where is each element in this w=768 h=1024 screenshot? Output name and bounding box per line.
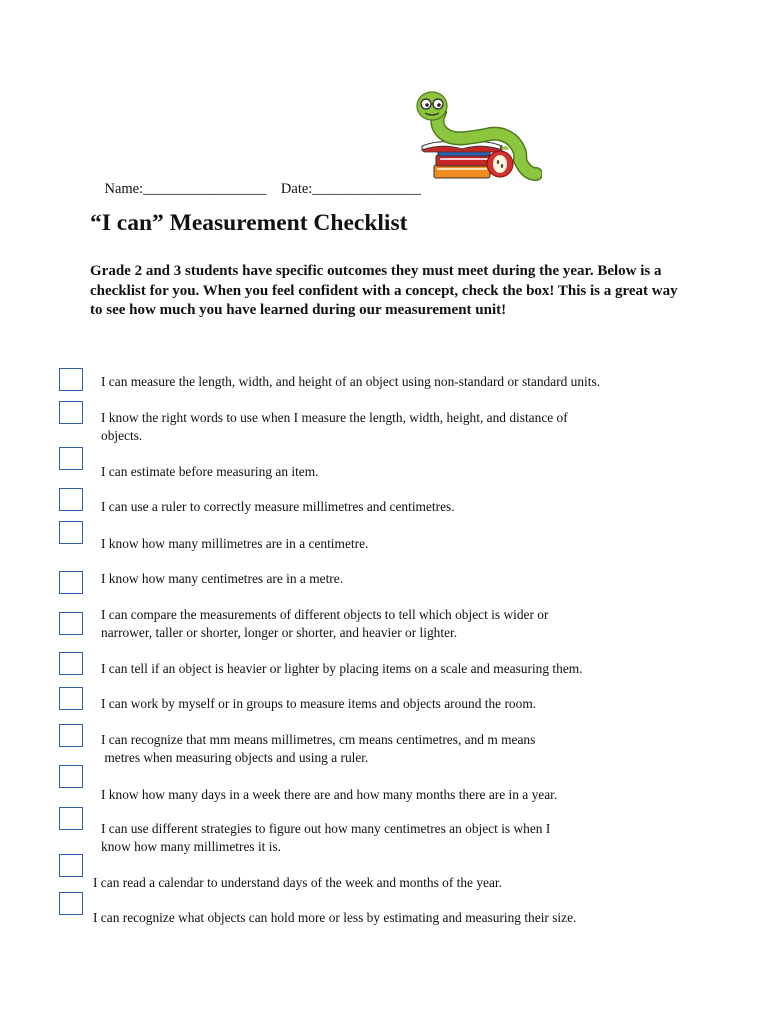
date-field[interactable]: Date:_______________ (280, 181, 422, 197)
checklist-checkbox[interactable] (59, 612, 83, 635)
checklist-checkbox[interactable] (59, 652, 83, 675)
bookworm-on-books-with-apple-icon (416, 88, 542, 184)
checklist-item-label: I know how many days in a week there are and how many months there are in a year. (101, 787, 558, 802)
checklist-checkbox[interactable] (59, 447, 83, 470)
page-title: “I can” Measurement Checklist (90, 210, 408, 236)
checklist-item-label: I can recognize that mm means millimetres, cm means centimetres, and m means metres when measuring objects and using a ruler. (101, 732, 536, 765)
checklist-item-label: I can read a calendar to understand days of the week and months of the year. (93, 875, 502, 890)
checklist-checkbox[interactable] (59, 521, 83, 544)
checklist-checkbox[interactable] (59, 687, 83, 710)
checklist-item-label: I can compare the measurements of different objects to tell which object is wider or narrower, taller or shorter, longer or shorter, and heavier or lighter. (101, 607, 549, 640)
checklist-item-label: I can tell if an object is heavier or lighter by placing items on a scale and measuring them. (101, 661, 583, 676)
checklist-checkbox[interactable] (59, 724, 83, 747)
checklist-item-label: I can work by myself or in groups to measure items and objects around the room. (101, 696, 537, 711)
name-field[interactable]: Name:_________________ (104, 181, 267, 197)
intro-paragraph: Grade 2 and 3 students have specific outcomes they must meet during the year. Below is a checklist for you. When you feel confident with a concept, check the box! This is a great way to see how much you have learned during our measurement unit! (90, 263, 678, 318)
checklist-checkbox[interactable] (59, 401, 83, 424)
checklist-item-label: I know how many millimetres are in a centimetre. (101, 536, 369, 551)
checklist-item-label: I can use a ruler to correctly measure millimetres and centimetres. (101, 499, 455, 514)
header-gap (266, 181, 281, 197)
checklist-checkbox[interactable] (59, 368, 83, 391)
checklist-item-label: I can recognize what objects can hold more or less by estimating and measuring their size. (93, 910, 577, 925)
checklist-checkbox[interactable] (59, 571, 83, 594)
checklist-item-label: I know the right words to use when I measure the length, width, height, and distance of objects. (101, 410, 568, 443)
name-date-line (90, 164, 421, 215)
checklist-checkbox[interactable] (59, 488, 83, 511)
checklist-checkbox[interactable] (59, 854, 83, 877)
checklist-item-label: I can use different strategies to figure out how many centimetres an object is when I know how many millimetres it is. (101, 821, 551, 854)
checklist-item-label: I can measure the length, width, and height of an object using non-standard or standard units. (101, 374, 601, 389)
checklist-checkbox[interactable] (59, 892, 83, 915)
checklist-checkbox[interactable] (59, 765, 83, 788)
checklist-item-label: I can estimate before measuring an item. (101, 464, 319, 479)
checklist-item-label: I know how many centimetres are in a metre. (101, 571, 344, 586)
checklist-checkbox[interactable] (59, 807, 83, 830)
